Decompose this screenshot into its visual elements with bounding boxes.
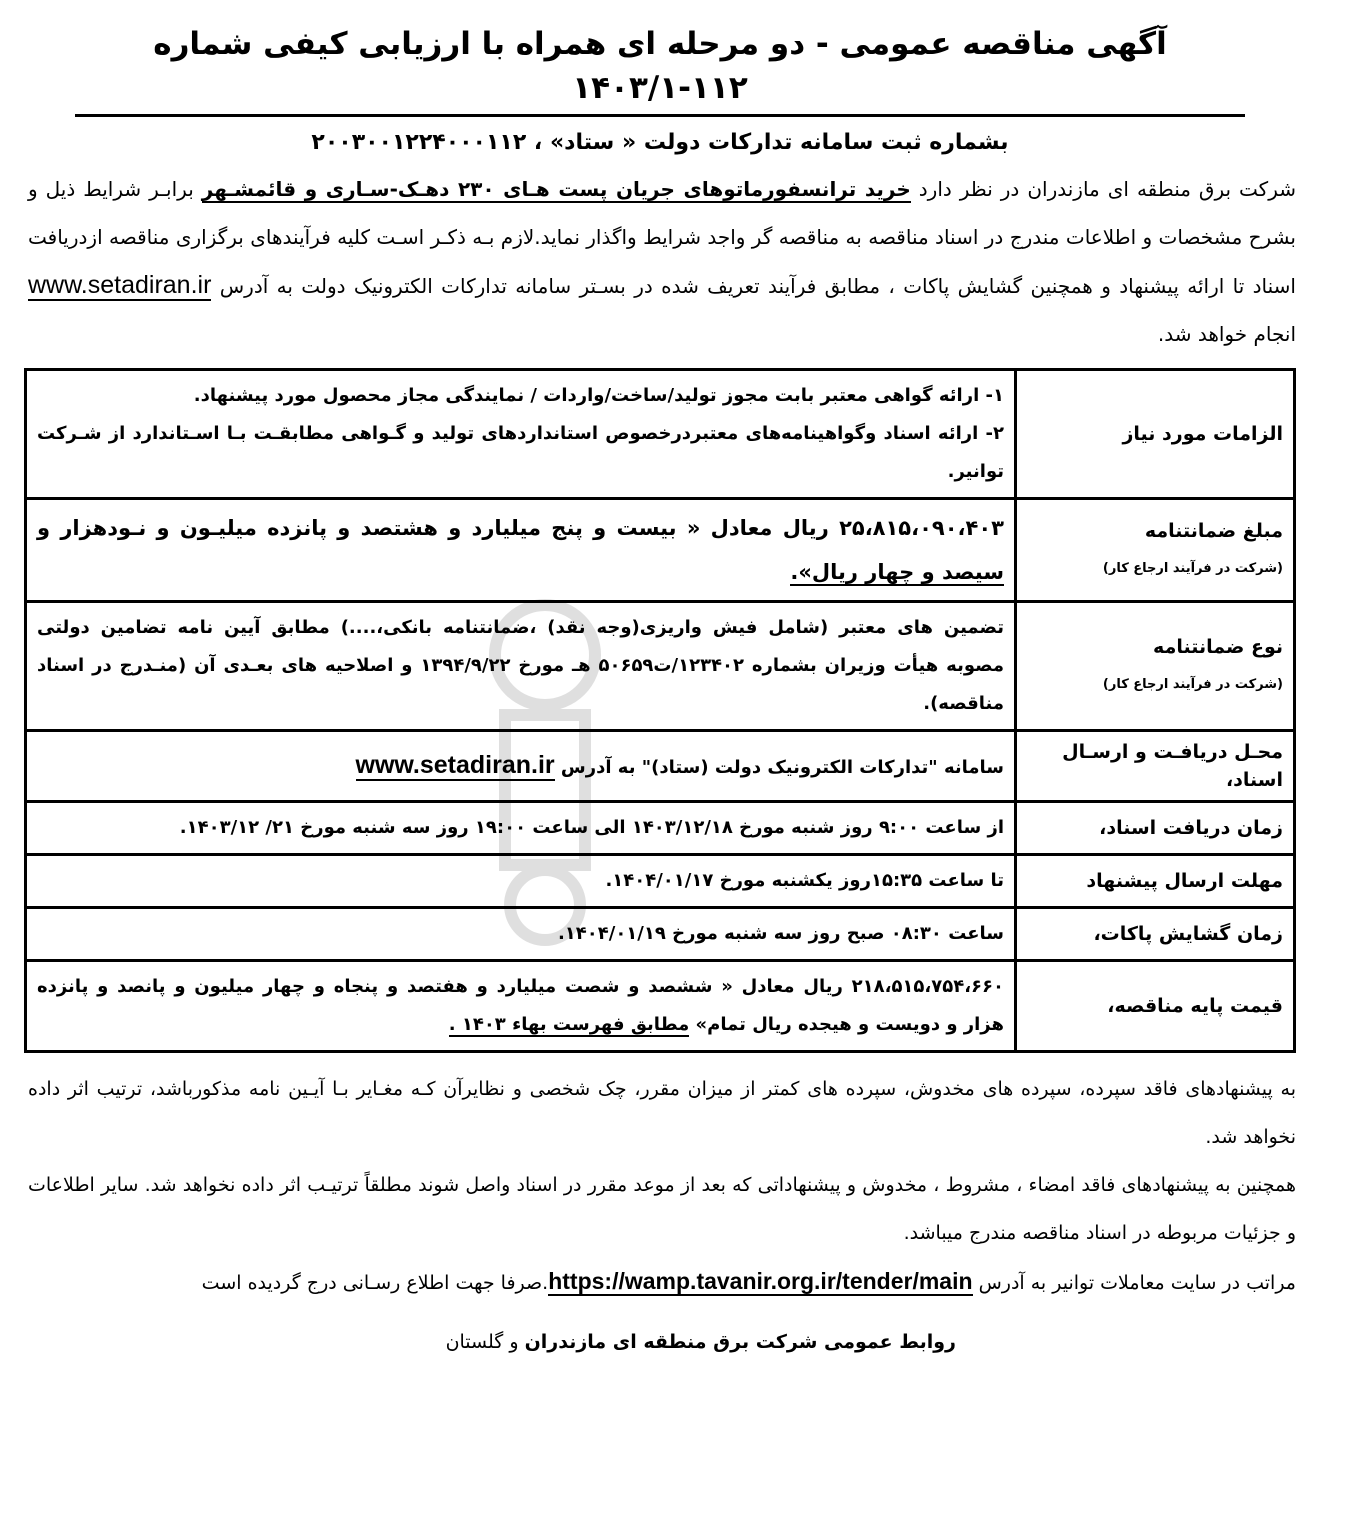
footer-rest: و گلستان (445, 1331, 525, 1353)
document-place-link[interactable]: www.setadiran.ir (355, 750, 555, 779)
guarantee-type-note: (شرکت در فرآیند ارجاع کار) (1102, 677, 1283, 692)
opening-time-label: زمان گشایش پاکات، (1016, 908, 1295, 961)
base-price-tail: مطابق فهرست بهاء ۱۴۰۳ . (448, 1014, 690, 1035)
document-place-value (26, 731, 1016, 802)
outro-paragraph-2: همچنین به پیشنهادهای فاقد امضاء ، مشروط ، مخدوش و پیشنهاداتی که بعد از موعد مقرر در اسناد واصل شوند مطلقاً ترتیـب اثر داده نخواهد شد. سایر اطلاعات و جزئیات مربوطه در اسناد مناقصه مندرج میباشد. (28, 1174, 1296, 1244)
guarantee-amount-text: ۲۵،۸۱۵،۰۹۰،۴۰۳ ریال معادل « بیست و پنج میلیارد و هشتصد و پانزده میلیـون و نـودهزار و (37, 516, 1004, 540)
receive-time-label: زمان دریافت اسناد، (1016, 802, 1295, 855)
receive-time-value: از ساعت ۹:۰۰ روز شنبه مورخ ۱۴۰۳/۱۲/۱۸ الی ساعت ۱۹:۰۰ روز سه شنبه مورخ ۲۱/ ۱۴۰۳/۱۲. (26, 802, 1016, 855)
guarantee-amount-tail: سیصد و چهار ریال». (790, 560, 1004, 584)
base-price-label: قیمت پایه مناقصه، (1016, 961, 1295, 1052)
guarantee-type-value: تضمین های معتبر (شامل فیش واریزی(وجه نقد) ،ضمانتنامه بانکی،....) مطابق آیین نامه تضامین دولتی مصوبه هیأت وزیران بشماره ۱۲۳۴۰۲/ت۵۰۶۵۹ هـ مورخ ۱۳۹۴/۹/۲۲ و اصلاحیه های بعـدی آن (منـدرج در اسناد مناقصه). (26, 602, 1016, 731)
intro-paragraph (24, 165, 1296, 358)
document-place-label: محـل دریافـت و ارسـال اسناد، (1016, 731, 1295, 802)
table-row (26, 855, 1295, 908)
base-price-text: ۲۱۸،۵۱۵،۷۵۴،۶۶۰ ریال معادل « ششصد و شصت میلیارد و هفتصد و پنجاه و چهار میلیون و پانصد و پانزده هزار و دویست و هیجده ریال تمام» (37, 976, 1004, 1035)
table-row (26, 961, 1295, 1052)
guarantee-amount-label (1016, 499, 1295, 602)
guarantee-amount-title: مبلغ ضمانتنامه (1144, 520, 1283, 542)
base-price-value (26, 961, 1016, 1052)
tender-subject: خرید ترانسفورماتوهای جریان پست هـای ۲۳۰ دهـک-سـاری و قائمشـهر (201, 177, 911, 201)
guarantee-amount-value (26, 499, 1016, 602)
table-row (26, 908, 1295, 961)
requirements-value (26, 370, 1016, 499)
requirement-1: ۱- ارائه گواهی معتبر بابت مجوز تولید/ساخت/واردات / نمایندگی مجاز محصول مورد پیشنهاد. (193, 385, 1004, 406)
opening-time-value: ساعت ۰۸:۳۰ صبح روز سه شنبه مورخ ۱۴۰۴/۰۱/۱۹. (26, 908, 1016, 961)
footer-signature (24, 1331, 956, 1353)
announcement-page (24, 22, 1296, 1353)
submit-deadline-label: مهلت ارسال پیشنهاد (1016, 855, 1295, 908)
requirements-label: الزامات مورد نیاز (1016, 370, 1295, 499)
outro-p3-start: مراتب در سایت معاملات توانیر به آدرس (972, 1272, 1296, 1294)
table-row (26, 370, 1295, 499)
intro-end: انجام خواهد شد. (1157, 322, 1296, 346)
tavanir-link[interactable]: https://wamp.tavanir.org.ir/tender/main (548, 1268, 973, 1294)
outro-paragraph-1: به پیشنهادهای فاقد سپرده، سپرده های مخدوش، سپرده های کمتر از میزان مقرر، چک شخصی و نظایرآن کـه مغـایر بـا آیـین نامه مذکورباشد، ترتیب اثر داده نخواهد شد. (28, 1078, 1296, 1148)
intro-rest: برابـر شرایط ذیل و بشرح مشخصات و اطلاعات مندرج در اسناد مناقصه به مناقصه گر واجد شرایط واگذار نماید.لازم بـه ذکـر اسـت کلیه فرآیندهای برگزاری مناقصه ازدریافت اسناد تا ارائه پیشنهاد و همچنین گشایش پاکات ، مطابق فرآیند تعریف شده در بسـتر سامانه تدارکات الکترونیک دولت به آدرس (28, 177, 1296, 298)
footer-bold: روابط عمومی شرکت برق منطقه ای مازندران (524, 1331, 956, 1353)
intro-start: شرکت برق منطقه ای مازندران در نظر دارد (910, 177, 1296, 201)
guarantee-amount-note: (شرکت در فرآیند ارجاع کار) (1102, 561, 1283, 576)
table-row (26, 731, 1295, 802)
page-title: آگهی مناقصه عمومی - دو مرحله ای همراه با ارزیابی کیفی شماره ۱۱۲-۱۴۰۳/۱ (75, 22, 1245, 117)
table-row (26, 499, 1295, 602)
requirement-2: ۲- ارائه اسناد وگواهینامه‌های معتبردرخصوص استانداردهای تولید و گـواهی مطابقـت بـا اسـتاندارد از شـرکت توانیر. (37, 423, 1004, 482)
table-row (26, 802, 1295, 855)
submit-deadline-value: تا ساعت ۱۵:۳۵روز یکشنبه مورخ ۱۴۰۴/۰۱/۱۷. (26, 855, 1016, 908)
outro-p3-end: .صرفا جهت اطلاع رسـانی درج گردیده است (201, 1272, 549, 1294)
registration-number: بشماره ثبت سامانه تدارکات دولت « ستاد» ، ۲۰۰۳۰۰۱۲۲۴۰۰۰۱۱۲ (311, 130, 1009, 155)
guarantee-type-title: نوع ضمانتنامه (1153, 636, 1283, 658)
setad-link[interactable]: www.setadiran.ir (28, 271, 212, 299)
outro-section (24, 1065, 1296, 1307)
table-row (26, 602, 1295, 731)
guarantee-type-label (1016, 602, 1295, 731)
outro-paragraph-3 (28, 1257, 1296, 1307)
document-place-text: سامانه "تدارکات الکترونیک دولت (ستاد)" به آدرس (554, 756, 1004, 778)
tender-info-table (24, 368, 1296, 1053)
